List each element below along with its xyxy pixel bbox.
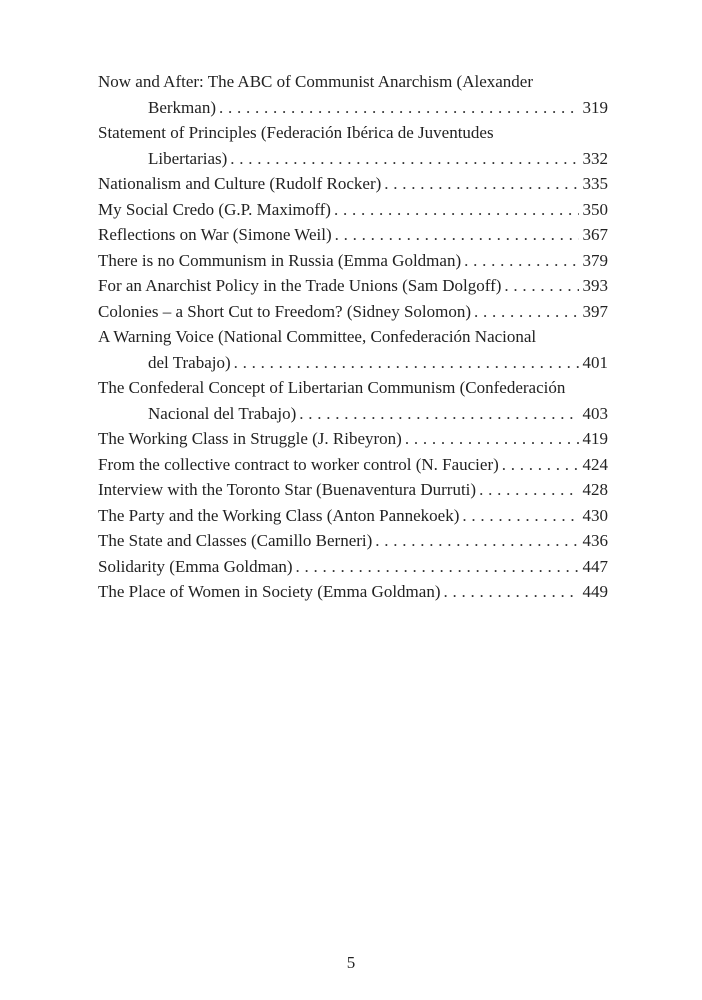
toc-entry-page: 436 [582, 531, 608, 550]
toc-entry-title-continued: del Trabajo) [148, 352, 231, 372]
dot-leader [402, 426, 579, 452]
toc-entry[interactable] [98, 197, 608, 223]
toc-entry[interactable] [98, 171, 608, 197]
toc-entry[interactable] [98, 452, 608, 478]
dot-leader [381, 171, 578, 197]
toc-entry[interactable] [98, 248, 608, 274]
dot-leader [476, 477, 578, 503]
dot-leader [332, 222, 579, 248]
toc-entry[interactable] [98, 426, 608, 452]
dot-leader [216, 95, 579, 121]
toc-entry-title: The Working Class in Struggle (J. Ribeyron) [98, 429, 402, 448]
toc-entry-page: 393 [582, 276, 608, 295]
table-of-contents [98, 69, 608, 605]
toc-entry[interactable] [98, 222, 608, 248]
toc-entry-title-continued: Nacional del Trabajo) [148, 403, 297, 423]
toc-entry-title: There is no Communism in Russia (Emma Goldman) [98, 250, 462, 270]
toc-entry-title: Colonies – a Short Cut to Freedom? (Sidney Solomon) [98, 301, 472, 321]
dot-leader [227, 146, 578, 172]
toc-entry-page: 403 [582, 403, 608, 423]
toc-entry-title: The State and Classes (Camillo Berneri) [98, 531, 373, 550]
dot-leader [440, 579, 578, 605]
toc-entry-page: 449 [582, 582, 608, 601]
toc-entry[interactable] [98, 579, 608, 605]
toc-entry[interactable] [98, 120, 608, 171]
toc-entry[interactable] [98, 477, 608, 503]
toc-entry-page: 430 [582, 505, 608, 525]
toc-entry-page: 379 [582, 250, 608, 270]
toc-entry-page: 419 [582, 429, 608, 448]
toc-entry-title: Statement of Principles (Federación Ibérica de Juventudes [98, 123, 494, 142]
toc-entry-page: 428 [582, 480, 608, 499]
toc-entry-page: 397 [582, 301, 608, 321]
toc-entry-title: The Party and the Working Class (Anton Pannekoek) [98, 505, 460, 525]
toc-entry[interactable] [98, 273, 608, 299]
toc-entry[interactable] [98, 375, 608, 426]
toc-entry-page: 335 [582, 174, 608, 193]
dot-leader [231, 350, 579, 376]
toc-entry-title: Now and After: The ABC of Communist Anarchism (Alexander [98, 72, 534, 91]
toc-entry-page: 319 [582, 97, 608, 117]
dot-leader [499, 452, 579, 478]
toc-entry-title: My Social Credo (G.P. Maximoff) [98, 199, 331, 219]
toc-entry-title: Solidarity (Emma Goldman) [98, 556, 293, 576]
toc-entry-page: 350 [582, 199, 608, 219]
toc-entry-title: From the collective contract to worker control (N. Faucier) [98, 454, 499, 474]
toc-entry-title: The Confederal Concept of Libertarian Communism (Confederación [98, 378, 566, 397]
dot-leader [293, 554, 579, 580]
toc-entry-title: A Warning Voice (National Committee, Confederación Nacional [98, 327, 537, 346]
dot-leader [459, 503, 578, 529]
toc-entry-page: 367 [582, 225, 608, 244]
toc-entry[interactable] [98, 324, 608, 375]
dot-leader [501, 273, 578, 299]
page-number: 5 [346, 953, 356, 972]
dot-leader [471, 299, 578, 325]
toc-entry[interactable] [98, 299, 608, 325]
toc-entry[interactable] [98, 69, 608, 120]
toc-entry[interactable] [98, 554, 608, 580]
toc-entry-page: 447 [582, 556, 608, 576]
dot-leader [372, 528, 578, 554]
toc-entry-page: 424 [582, 454, 608, 474]
toc-entry[interactable] [98, 528, 608, 554]
dot-leader [331, 197, 579, 223]
toc-entry[interactable] [98, 503, 608, 529]
toc-entry-title: Interview with the Toronto Star (Buenaventura Durruti) [98, 480, 477, 499]
dot-leader [296, 401, 578, 427]
toc-entry-page: 332 [582, 148, 608, 168]
toc-entry-title: For an Anarchist Policy in the Trade Unions (Sam Dolgoff) [98, 276, 502, 295]
dot-leader [461, 248, 578, 274]
toc-entry-page: 401 [582, 352, 608, 372]
toc-entry-title: Nationalism and Culture (Rudolf Rocker) [98, 174, 382, 193]
toc-entry-title-continued: Libertarias) [148, 148, 228, 168]
toc-entry-title: Reflections on War (Simone Weil) [98, 225, 332, 244]
toc-entry-title-continued: Berkman) [148, 97, 216, 117]
toc-entry-title: The Place of Women in Society (Emma Goldman) [98, 582, 441, 601]
